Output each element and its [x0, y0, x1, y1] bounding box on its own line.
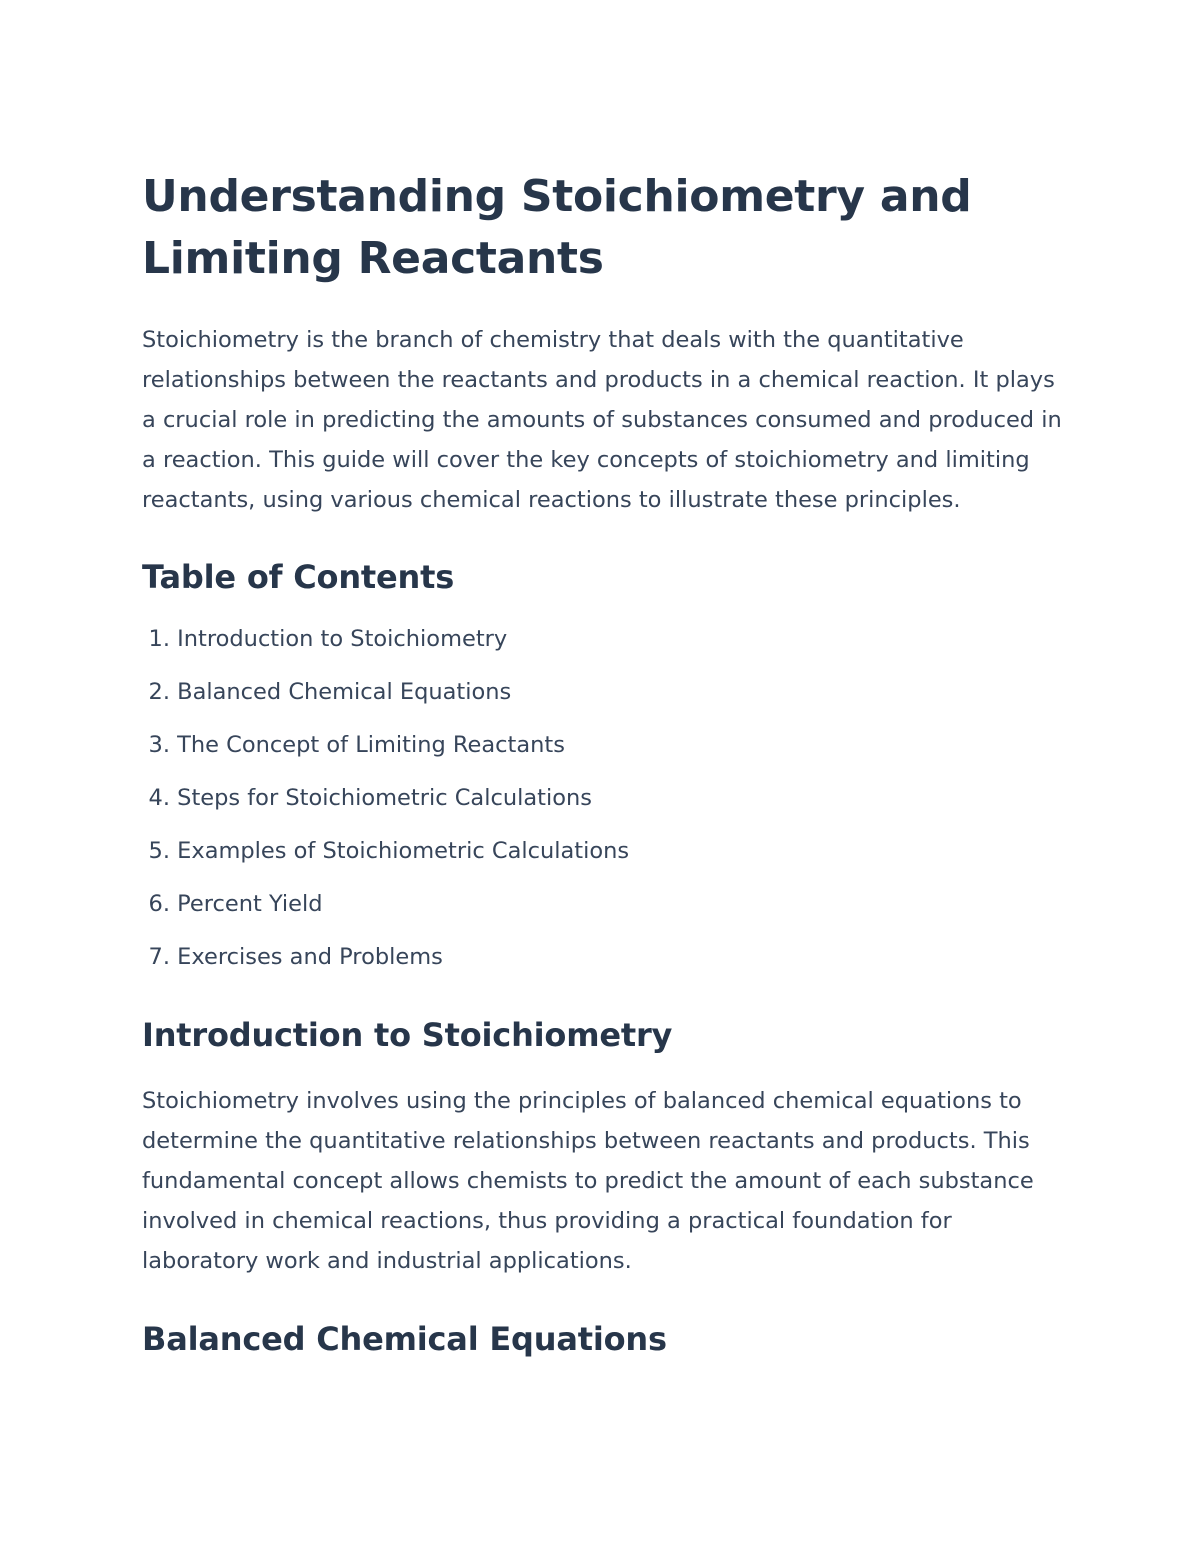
toc-item-label: Percent Yield: [177, 891, 323, 917]
section-heading-introduction: Introduction to Stoichiometry: [142, 1016, 673, 1054]
toc-item-number: 5.: [148, 838, 170, 864]
toc-item-number: 4.: [148, 785, 170, 811]
toc-item: [142, 838, 1072, 864]
toc-item-label: Steps for Stoichiometric Calculations: [177, 785, 592, 811]
toc-item-number: 6.: [148, 891, 170, 917]
toc-item: [142, 944, 1072, 970]
toc-item-label: Balanced Chemical Equations: [177, 679, 512, 705]
toc-item-number: 2.: [148, 679, 170, 705]
toc-item: [142, 785, 1072, 811]
toc-list: [142, 626, 1072, 970]
section-heading-balanced-equations: Balanced Chemical Equations: [142, 1320, 667, 1358]
toc-item-number: 1.: [148, 626, 170, 652]
toc-item-label: Exercises and Problems: [177, 944, 443, 970]
toc-item: [142, 891, 1072, 917]
document-content: [142, 166, 1072, 1359]
toc-item-label: Introduction to Stoichiometry: [177, 626, 508, 652]
toc-item-label: Examples of Stoichiometric Calculations: [177, 838, 630, 864]
toc-item: [142, 626, 1072, 652]
toc-item: [142, 732, 1072, 758]
toc-item-label: The Concept of Limiting Reactants: [177, 732, 565, 758]
section-paragraph-introduction: Stoichiometry involves using the principles of balanced chemical equations to determine the quantitative relationships between reactants and products. This fundamental concept allows chemists to predict the amount of each substance involved in chemical reactions, thus providing a practical foundation for laboratory work and industrial applications.: [142, 1088, 1034, 1274]
intro-paragraph: Stoichiometry is the branch of chemistry that deals with the quantitative relationships between the reactants and products in a chemical reaction. It plays a crucial role in predicting the amounts of substances consumed and produced in a reaction. This guide will cover the key concepts of stoichiometry and limiting reactants, using various chemical reactions to illustrate these principles.: [142, 327, 1062, 513]
toc-heading: Table of Contents: [142, 558, 455, 596]
document-title: Understanding Stoichiometry and Limiting Reactants: [142, 171, 972, 284]
toc-item: [142, 679, 1072, 705]
toc-item-number: 7.: [148, 944, 170, 970]
toc-item-number: 3.: [148, 732, 170, 758]
